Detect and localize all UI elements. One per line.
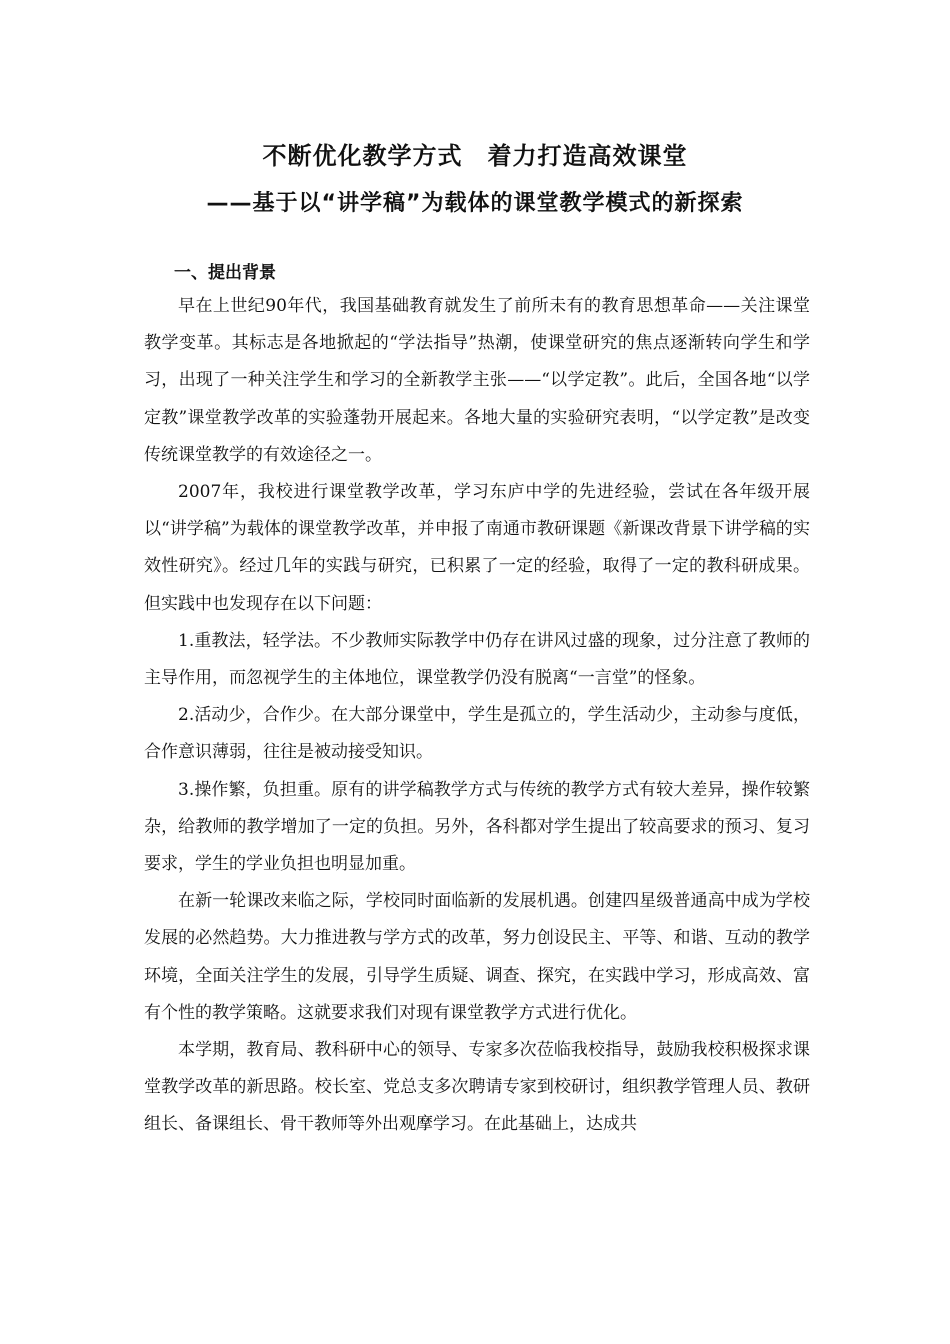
document-title: 不断优化教学方式 着力打造高效课堂 — [262, 142, 688, 170]
paragraph: 早在上世纪90年代，我国基础教育就发生了前所未有的教育思想革命——关注课堂教学变革。其标志是各地掀起的“学法指导”热潮，使课堂研究的焦点逐渐转向学生和学习，出现了一种关注学生和学习的全新教学主张——“以学定教”。此后，全国各地“以学定教”课堂教学改革的实验蓬勃开展起来。各地大量的实验研究表明，“以学定教”是改变传统课堂教学的有效途径之一。 — [144, 296, 810, 465]
paragraph: 在新一轮课改来临之际，学校同时面临新的发展机遇。创建四星级普通高中成为学校发展的必然趋势。大力推进教与学方式的改革，努力创设民主、平等、和谐、互动的教学环境，全面关注学生的发展，引导学生质疑、调查、探究，在实践中学习，形成高效、富有个性的教学策略。这就要求我们对现有课堂教学方式进行优化。 — [144, 891, 810, 1023]
body-text — [144, 288, 810, 1144]
section-heading: 一、提出背景 — [174, 263, 276, 283]
paragraph: 本学期，教育局、教科研中心的领导、专家多次莅临我校指导，鼓励我校积极探求课堂教学改革的新思路。校长室、党总支多次聘请专家到校研讨，组织教学管理人员、教研组长、备课组长、骨干教师等外出观摩学习。在此基础上，达成共 — [144, 1040, 810, 1135]
paragraph: 3.操作繁，负担重。原有的讲学稿教学方式与传统的教学方式有较大差异，操作较繁杂，给教师的教学增加了一定的负担。另外，各科都对学生提出了较高要求的预习、复习要求，学生的学业负担也明显加重。 — [144, 779, 810, 875]
document-subtitle: ——基于以“讲学稿”为载体的课堂教学模式的新探索 — [206, 191, 744, 216]
paragraph: 2.活动少，合作少。在大部分课堂中，学生是孤立的，学生活动少，主动参与度低，合作意识薄弱，往往是被动接受知识。 — [144, 705, 810, 763]
paragraph: 1.重教法，轻学法。不少教师实际教学中仍存在讲风过盛的现象，过分注意了教师的主导作用，而忽视学生的主体地位，课堂教学仍没有脱离“一言堂”的怪象。 — [144, 630, 810, 689]
paragraph: 2007年，我校进行课堂教学改革，学习东庐中学的先进经验，尝试在各年级开展以“讲学稿”为载体的课堂教学改革，并申报了南通市教研课题《新课改背景下讲学稿的实效性研究》。经过几年的实践与研究，已积累了一定的经验，取得了一定的教科研成果。但实践中也发现存在以下问题： — [144, 482, 810, 614]
